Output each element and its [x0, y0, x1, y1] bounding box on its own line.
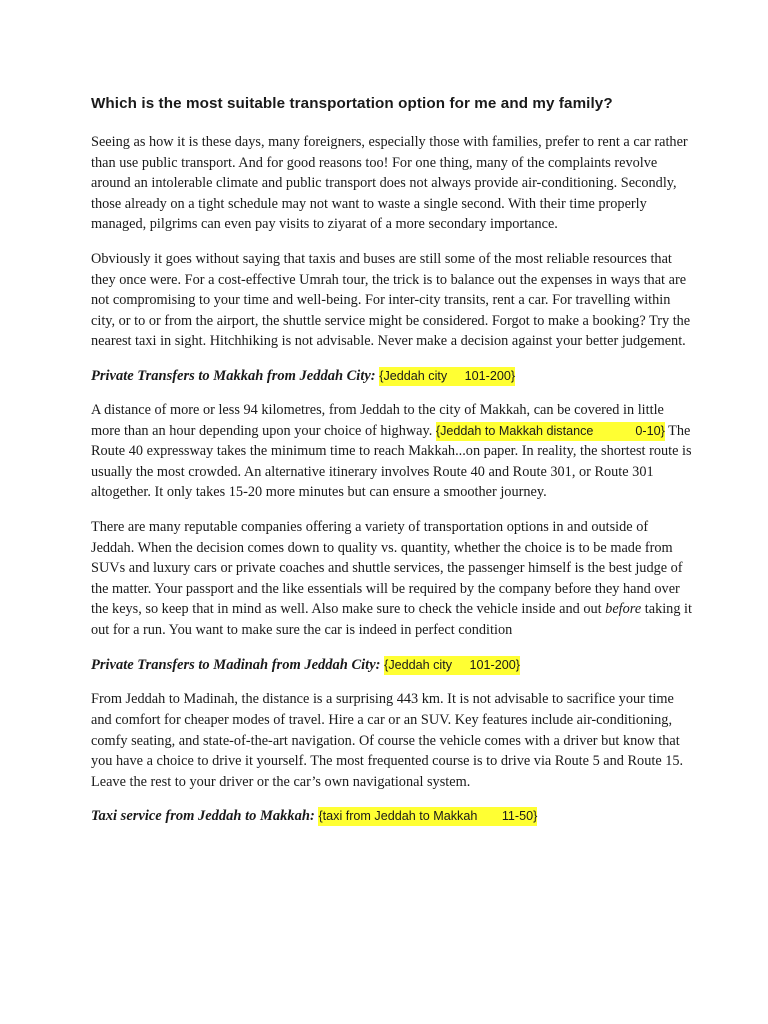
page-title: Which is the most suitable transportation option for me and my family? — [91, 95, 613, 112]
keyword-tag-jeddah-city-2: {Jeddah city 101-200} — [384, 656, 520, 675]
makkah-distance-text-start: A distance of more or less 94 kilometres, from Jeddah to the city of Makkah, can be covered in little more than an hour depending upon your choice of highway. — [91, 401, 664, 439]
companies-paragraph — [91, 517, 693, 641]
makkah-distance-text-end: The Route 40 expressway takes the minimum time to reach Makkah...on paper. In reality, the shortest route is usually the most crowded. An alternative itinerary involves Route 40 and Route 301, or Route 301 altogether. It only takes 15-20 more minutes but can ensure a smoother journey. — [91, 422, 692, 501]
companies-text-start: There are many reputable companies offering a variety of transportation options in and outside of Jeddah. When the decision comes down to quality vs. quantity, whether the choice is to be made from SUVs and luxury cars or private coaches and shuttle services, the passenger himself is the best judge of the matter. Your passport and the like essentials will be required by the company before they hand over the keys, so keep that in mind as well. Also make sure to check the vehicle inside and out — [91, 518, 683, 618]
keyword-tag-jeddah-city: {Jeddah city 101-200} — [379, 367, 515, 386]
makkah-distance-paragraph — [91, 400, 693, 503]
companies-text-end: taking it out for a run. You want to make sure the car is indeed in perfect condition — [91, 601, 692, 638]
keyword-tag-taxi-jeddah-makkah: {taxi from Jeddah to Makkah 11-50} — [318, 807, 537, 826]
heading-taxi-service-label: Taxi service from Jeddah to Makkah: — [91, 808, 315, 825]
heading-makkah-transfers — [91, 366, 693, 387]
heading-taxi-service — [91, 806, 693, 827]
companies-text-emphasis: before — [605, 601, 642, 618]
heading-madinah-transfers — [91, 655, 693, 676]
intro-paragraph: Seeing as how it is these days, many foreigners, especially those with families, prefer to rent a car rather than use public transport. And for good reasons too! For one thing, many of the complaints revolve around an intolerable climate and public transport does not always provide air-conditioning. Secondly, those already on a tight schedule may not want to waste a single second. With their time properly managed, pilgrims can even pay visits to ziyarat of a more secondary importance. — [91, 134, 688, 233]
madinah-paragraph: From Jeddah to Madinah, the distance is a surprising 443 km. It is not advisable to sacrifice your time and comfort for cheaper modes of travel. Hire a car or an SUV. Key features include air-conditioning, comfy seating, and state-of-the-art navigation. Of course the vehicle comes with a driver but know that you have a choice to drive it yourself. The most frequented course is to drive via Route 5 and Route 15. Leave the rest to your driver or the car’s own navigational system. — [91, 691, 684, 790]
heading-makkah-transfers-label: Private Transfers to Makkah from Jeddah City: — [91, 367, 376, 384]
transport-options-paragraph: Obviously it goes without saying that taxis and buses are still some of the most reliable resources that they once were. For a cost-effective Umrah tour, the trick is to balance out the expenses in ways that are not compromising to your time and well-being. For inter-city transits, rent a car. For travelling within city, or to or from the airport, the shuttle service might be considered. Forgot to make a booking? Try the nearest taxi in sight. Hitchhiking is not advisable. Never make a decision against your better judgement. — [91, 250, 691, 350]
heading-madinah-transfers-label: Private Transfers to Madinah from Jeddah City: — [91, 657, 381, 674]
keyword-tag-jeddah-makkah-distance: {Jeddah to Makkah distance 0-10} — [436, 422, 665, 441]
